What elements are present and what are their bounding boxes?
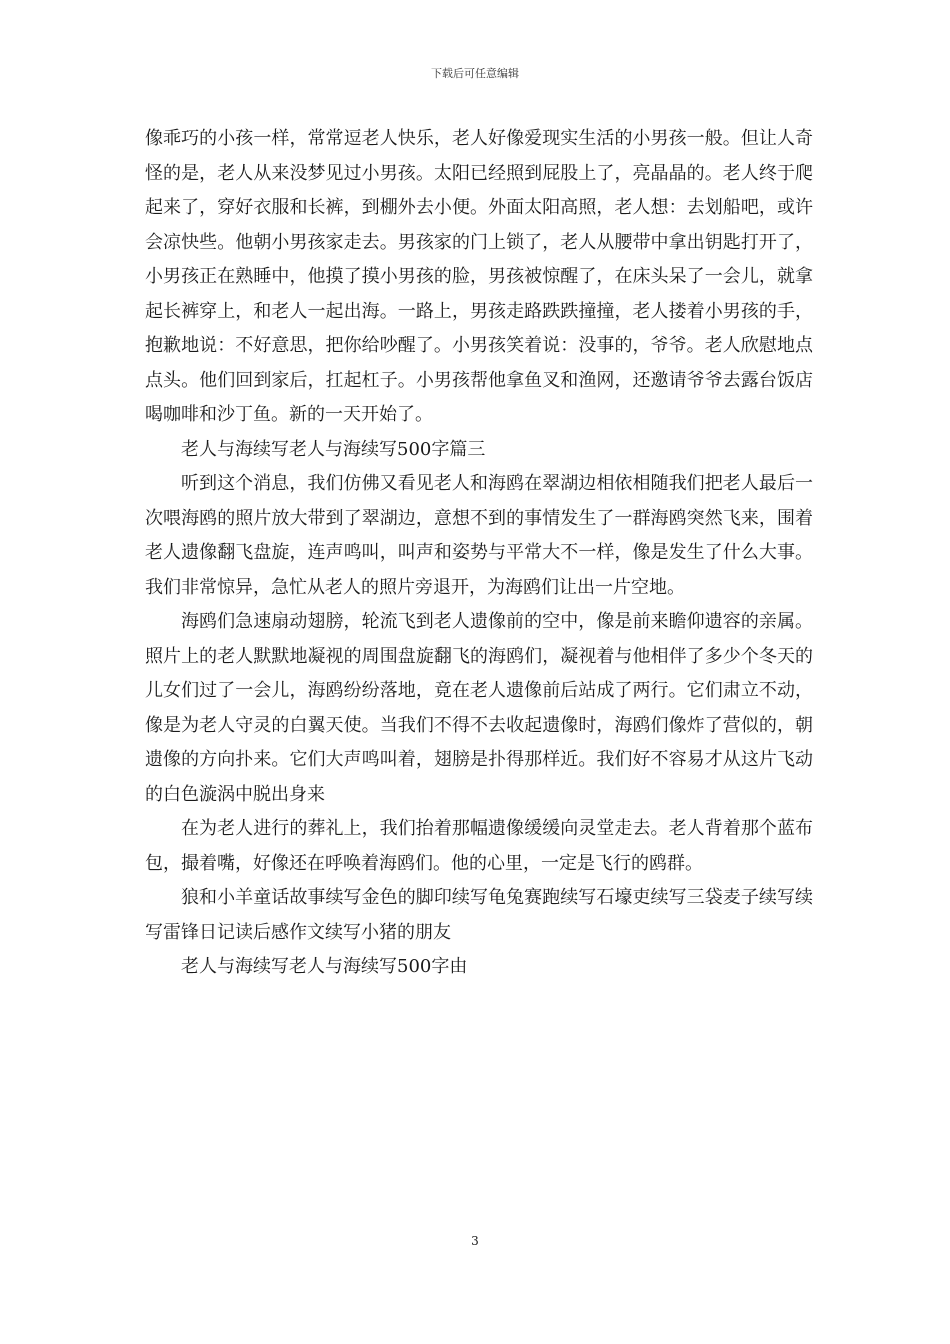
- header-text: 下载后可任意编辑: [431, 67, 519, 80]
- paragraph: 听到这个消息，我们仿佛又看见老人和海鸥在翠湖边相依相随我们把老人最后一次喂海鸥的照片放大带到了翠湖边，意想不到的事情发生了一群海鸥突然飞来，围着老人遗像翻飞盘旋，连声鸣叫，叫声和姿势与平常大不一样，像是发生了什么大事。我们非常惊异，急忙从老人的照片旁退开，为海鸥们让出一片空地。: [145, 473, 813, 598]
- page-header: [0, 66, 950, 82]
- page-number: [0, 1232, 950, 1250]
- page-number-text: 3: [471, 1234, 479, 1248]
- paragraph: 在为老人进行的葬礼上，我们抬着那幅遗像缓缓向灵堂走去。老人背着那个蓝布包，撮着嘴，好像还在呼唤着海鸥们。他的心里，一定是飞行的鸥群。: [145, 818, 813, 874]
- paragraph-continuation: 像乖巧的小孩一样，常常逗老人快乐，老人好像爱现实生活的小男孩一般。但让人奇怪的是，老人从来没梦见过小男孩。太阳已经照到屁股上了，亮晶晶的。老人终于爬起来了，穿好衣服和长裤，到棚外去小便。外面太阳高照，老人想：去划船吧，或许会凉快些。他朝小男孩家走去。男孩家的门上锁了，老人从腰带中拿出钥匙打开了，小男孩正在熟睡中，他摸了摸小男孩的脸，男孩被惊醒了，在床头呆了一会儿，就拿起长裤穿上，和老人一起出海。一路上，男孩走路跌跌撞撞，老人搂着小男孩的手，抱歉地说：不好意思，把你给吵醒了。小男孩笑着说：没事的，爷爷。老人欣慰地点点头。他们回到家后，扛起杠子。小男孩帮他拿鱼叉和渔网，还邀请爷爷去露台饭店喝咖啡和沙丁鱼。新的一天开始了。: [145, 128, 813, 425]
- document-body: [145, 122, 813, 985]
- related-links-paragraph: 狼和小羊童话故事续写金色的脚印续写龟兔赛跑续写石壕吏续写三袋麦子续写续写雷锋日记读后感作文续写小猪的朋友: [145, 887, 813, 943]
- paragraph: 海鸥们急速扇动翅膀，轮流飞到老人遗像前的空中，像是前来瞻仰遗容的亲属。照片上的老人默默地凝视的周围盘旋翻飞的海鸥们，凝视着与他相伴了多少个冬天的儿女们过了一会儿，海鸥纷纷落地，竟在老人遗像前后站成了两行。它们肃立不动，像是为老人守灵的白翼天使。当我们不得不去收起遗像时，海鸥们像炸了营似的，朝遗像的方向扑来。它们大声鸣叫着，翅膀是扑得那样近。我们好不容易才从这片飞动的白色漩涡中脱出身来: [145, 611, 813, 805]
- source-line: 老人与海续写老人与海续写500字由: [181, 956, 468, 977]
- section-heading: 老人与海续写老人与海续写500字篇三: [181, 438, 486, 460]
